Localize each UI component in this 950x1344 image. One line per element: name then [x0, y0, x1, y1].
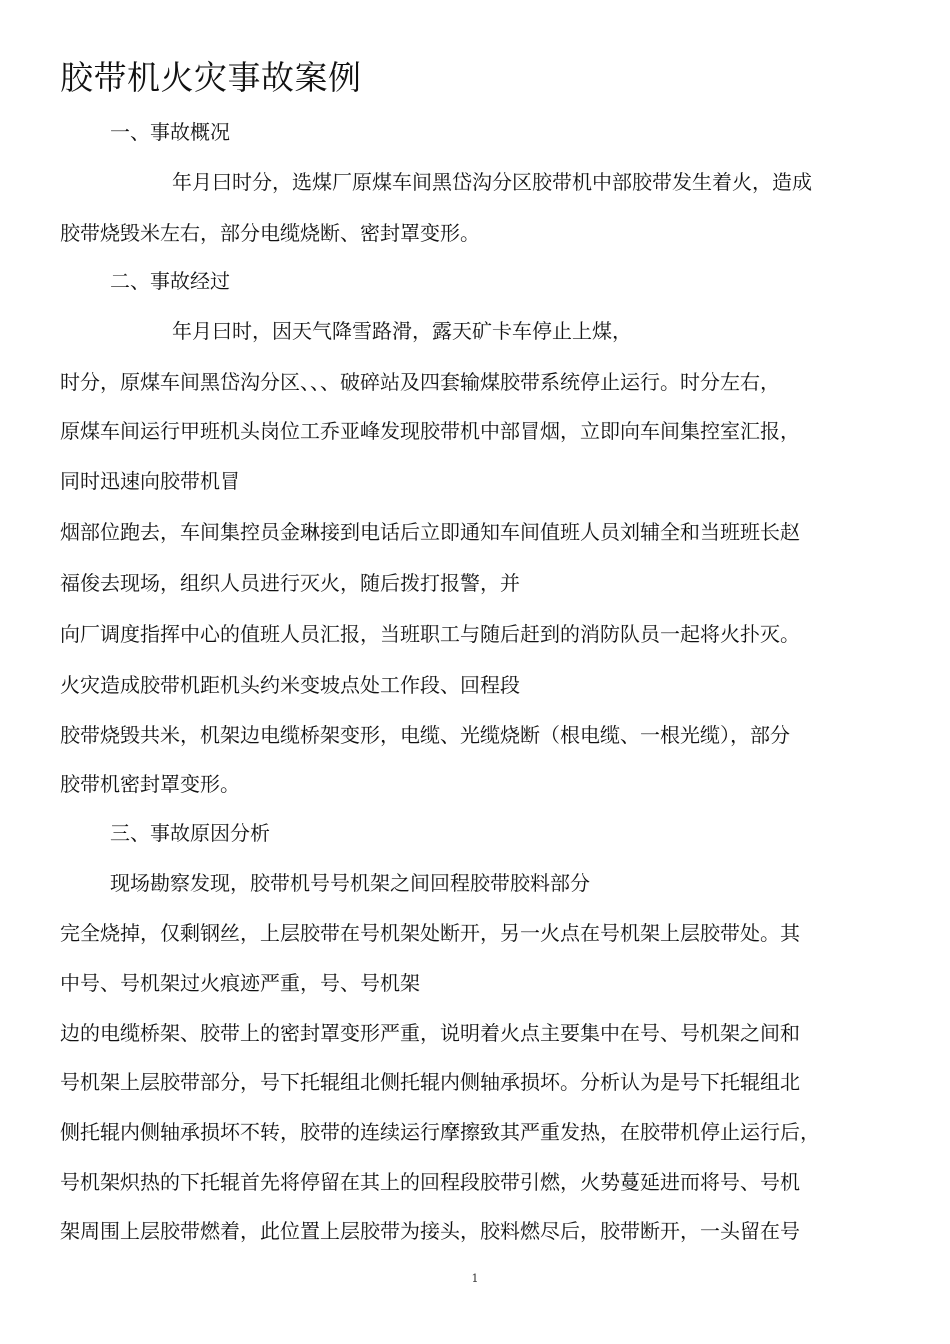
paragraph-line: 同时迅速向胶带机冒	[60, 469, 240, 493]
paragraph-line: 火灾造成胶带机距机头约米变坡点处工作段、回程段	[60, 673, 520, 697]
paragraph-line: 中号、号机架过火痕迹严重，号、号机架	[60, 971, 420, 995]
section-heading-process: 二、事故经过	[110, 269, 230, 293]
section-heading-overview: 一、事故概况	[110, 120, 230, 144]
paragraph-line: 完全烧掉，仅剩钢丝，上层胶带在号机架处断开，另一火点在号机架上层胶带处。其	[60, 921, 800, 945]
page-number: 1	[471, 1272, 479, 1285]
paragraph-line: 年月曰时分，选煤厂原煤车间黑岱沟分区胶带机中部胶带发生着火，造成	[172, 170, 812, 194]
document-title: 胶带机火灾事故案例	[60, 58, 362, 97]
paragraph-line: 胶带烧毁共米，机架边电缆桥架变形，电缆、光缆烧断（根电缆、一根光缆），部分	[60, 723, 790, 747]
paragraph-line: 烟部位跑去，车间集控员金琳接到电话后立即通知车间值班人员刘辅全和当班班长赵	[60, 520, 800, 544]
paragraph-line: 现场勘察发现，胶带机号号机架之间回程胶带胶料部分	[110, 871, 590, 895]
paragraph-line: 向厂调度指挥中心的值班人员汇报，当班职工与随后赶到的消防队员一起将火扑灭。	[60, 622, 800, 646]
paragraph-line: 年月曰时，因天气降雪路滑，露天矿卡车停止上煤，	[172, 319, 632, 343]
paragraph-line: 号机架炽热的下托辊首先将停留在其上的回程段胶带引燃，火势蔓延进而将号、号机	[60, 1170, 800, 1194]
paragraph-line: 胶带烧毁米左右，部分电缆烧断、密封罩变形。	[60, 221, 480, 245]
section-heading-cause: 三、事故原因分析	[110, 821, 270, 845]
paragraph-line: 侧托辊内侧轴承损坏不转，胶带的连续运行摩擦致其严重发热，在胶带机停止运行后，	[60, 1120, 820, 1144]
paragraph-line: 架周围上层胶带燃着，此位置上层胶带为接头，胶料燃尽后，胶带断开，一头留在号	[60, 1219, 800, 1243]
paragraph-line: 时分，原煤车间黑岱沟分区、、、破碎站及四套输煤胶带系统停止运行。时分左右，	[60, 370, 780, 394]
paragraph-line: 胶带机密封罩变形。	[60, 772, 240, 796]
paragraph-line: 边的电缆桥架、胶带上的密封罩变形严重，说明着火点主要集中在号、号机架之间和	[60, 1021, 800, 1045]
paragraph-line: 原煤车间运行甲班机头岗位工乔亚峰发现胶带机中部冒烟，立即向车间集控室汇报，	[60, 419, 800, 443]
paragraph-line: 福俊去现场，组织人员进行灭火，随后拨打报警，并	[60, 571, 520, 595]
paragraph-line: 号机架上层胶带部分，号下托辊组北侧托辊内侧轴承损坏。分析认为是号下托辊组北	[60, 1070, 800, 1094]
